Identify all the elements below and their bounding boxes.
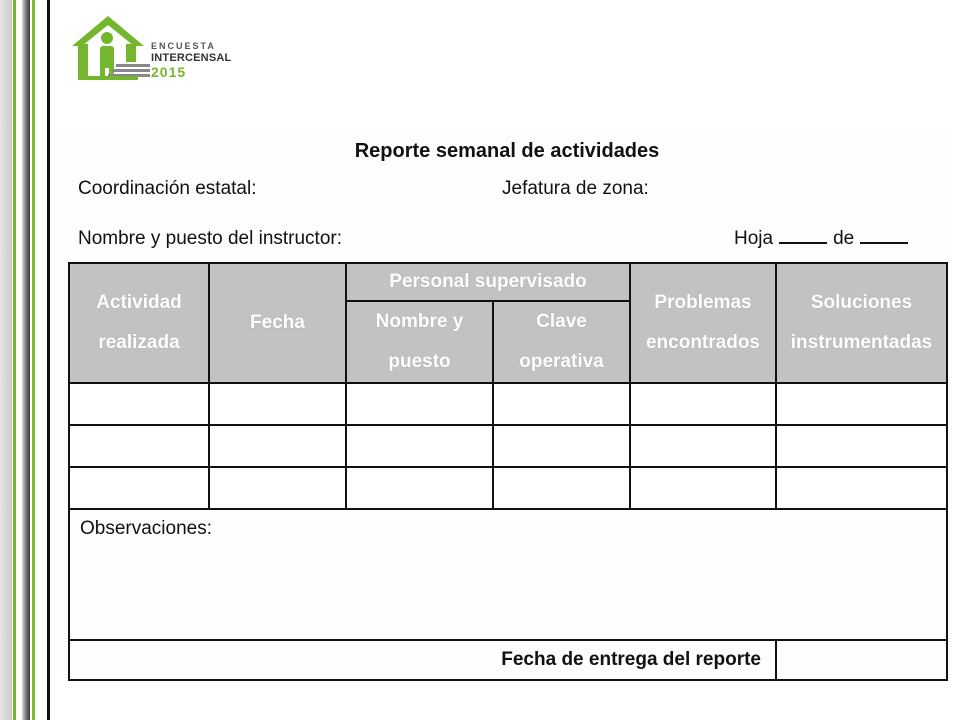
left-rail-green-2 [32, 0, 35, 720]
table-cell[interactable] [630, 467, 776, 509]
hoja-blank[interactable] [779, 228, 827, 244]
table-cell[interactable] [346, 383, 493, 425]
coordinacion-label: Coordinación estatal: [78, 178, 257, 199]
encuesta-intercensal-logo [70, 12, 245, 82]
table-cell[interactable] [209, 383, 346, 425]
table-cell[interactable] [346, 467, 493, 509]
form-title: Reporte semanal de actividades [354, 140, 660, 162]
table-cell[interactable] [776, 467, 947, 509]
table-cell[interactable] [69, 467, 209, 509]
page-count-field [734, 228, 914, 250]
header-clave-operativa: Clave operativa [493, 301, 630, 383]
de-label: de [833, 228, 855, 249]
table-cell[interactable] [493, 425, 630, 467]
header-problemas: Problemas encontrados [630, 263, 776, 383]
fecha-entrega-label: Fecha de entrega del reporte [69, 640, 776, 680]
table-cell[interactable] [209, 467, 346, 509]
header-actividad: Actividad realizada [69, 263, 209, 383]
house-person-icon [70, 12, 152, 82]
header-nombre-puesto: Nombre y puesto [346, 301, 493, 383]
jefatura-label: Jefatura de zona: [502, 178, 649, 199]
left-rail-gray [0, 0, 12, 720]
table-cell[interactable] [630, 425, 776, 467]
table-cell[interactable] [69, 425, 209, 467]
de-blank[interactable] [860, 228, 908, 244]
table-cell[interactable] [630, 383, 776, 425]
observaciones-label: Observaciones: [80, 518, 213, 539]
table-row [69, 383, 947, 425]
instructor-label: Nombre y puesto del instructor: [78, 228, 343, 249]
header-personal-supervisado: Personal supervisado [346, 263, 630, 301]
table-cell[interactable] [493, 383, 630, 425]
observaciones-cell[interactable] [69, 509, 947, 640]
table-row [69, 467, 947, 509]
table-cell[interactable] [209, 425, 346, 467]
hoja-label: Hoja [734, 228, 774, 249]
activities-table [68, 262, 948, 681]
table-row [69, 425, 947, 467]
table-cell[interactable] [776, 383, 947, 425]
logo-line-2: INTERCENSAL [151, 52, 232, 64]
fecha-entrega-field[interactable] [776, 640, 947, 680]
table-cell[interactable] [69, 383, 209, 425]
table-cell[interactable] [493, 467, 630, 509]
header-soluciones: Soluciones instrumentadas [776, 263, 947, 383]
table-cell[interactable] [346, 425, 493, 467]
logo-year: 2015 [151, 64, 187, 80]
header-fecha: Fecha [209, 263, 346, 383]
report-form [62, 130, 952, 675]
logo-line-1: ENCUESTA [151, 41, 216, 51]
left-rail-dark [22, 0, 30, 720]
left-rail-green [13, 0, 16, 720]
table-cell[interactable] [776, 425, 947, 467]
left-rail-black [47, 0, 50, 720]
